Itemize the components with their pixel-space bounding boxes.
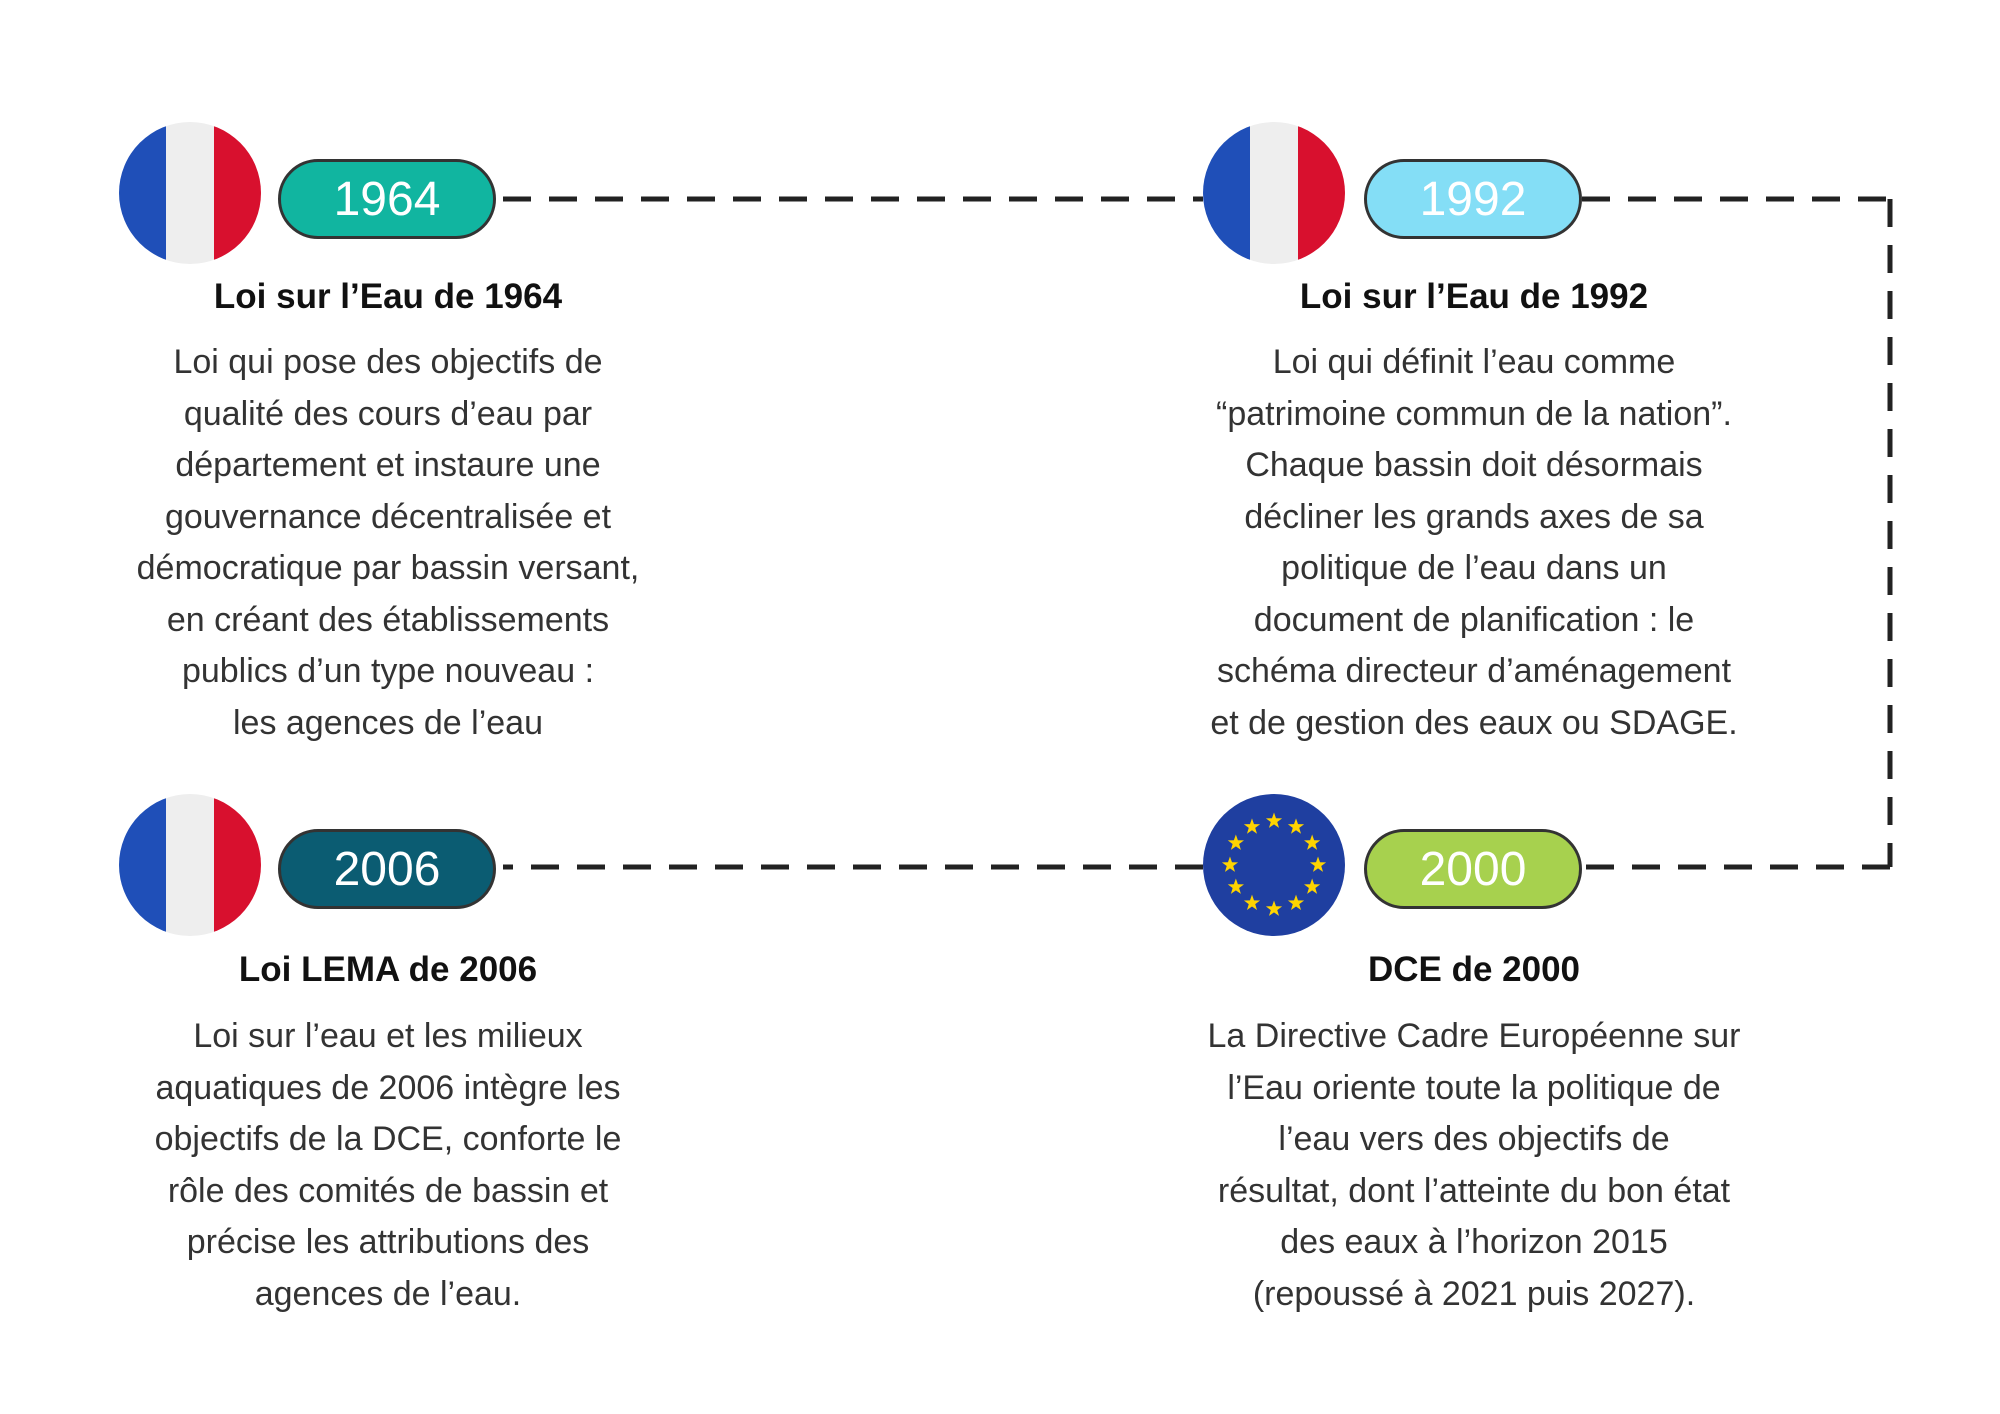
description-line: (repoussé à 2021 puis 2027). — [1252, 1274, 1696, 1313]
milestone-description-2000 — [1154, 1011, 1794, 1320]
eu-star-icon — [1266, 901, 1282, 916]
description-line: en créant des établissements — [166, 600, 610, 639]
year-badge-2006: 2006 — [278, 829, 496, 909]
year-badge-1964: 1964 — [278, 159, 496, 239]
description-line: Loi qui pose des objectifs de — [173, 343, 603, 381]
description-line: rôle des comités de bassin et — [167, 1171, 609, 1210]
eu-star-icon — [1244, 818, 1260, 833]
eu-star-icon — [1304, 878, 1320, 893]
eu-star-icon — [1266, 812, 1282, 827]
milestone-title-1992: Loi sur l’Eau de 1992 — [1299, 277, 1649, 316]
description-line: “patrimoine commun de la nation”. — [1216, 394, 1732, 433]
milestone-title-2000: DCE de 2000 — [1367, 950, 1581, 989]
description-line: et de gestion des eaux ou SDAGE. — [1210, 703, 1738, 742]
flag-band-white — [166, 122, 213, 264]
france-flag-icon — [1203, 122, 1345, 264]
eu-star-icon — [1310, 856, 1326, 871]
description-line: Loi sur l’eau et les milieux — [193, 1017, 583, 1055]
description-line: schéma directeur d’aménagement — [1216, 652, 1732, 690]
milestone-title-2006: Loi LEMA de 2006 — [238, 950, 538, 989]
eu-star-icon — [1244, 895, 1260, 910]
description-line: publics d’un type nouveau : — [181, 652, 595, 690]
description-line: décliner les grands axes de sa — [1244, 497, 1704, 536]
france-flag-icon — [119, 794, 261, 936]
milestone-description-1964 — [68, 337, 708, 749]
milestone-title-1964: Loi sur l’Eau de 1964 — [213, 277, 563, 316]
year-badge-2000: 2000 — [1364, 829, 1582, 909]
milestone-description-2006 — [68, 1011, 708, 1320]
description-line: les agences de l’eau — [232, 703, 543, 742]
description-line: Loi qui définit l’eau comme — [1272, 343, 1676, 381]
description-line: objectifs de la DCE, conforte le — [154, 1120, 622, 1158]
description-line: résultat, dont l’atteinte du bon état — [1217, 1171, 1731, 1210]
description-line: politique de l’eau dans un — [1281, 549, 1667, 587]
eu-star-icon — [1304, 834, 1320, 849]
eu-star-icon — [1228, 878, 1244, 893]
description-line: démocratique par bassin versant, — [136, 549, 640, 587]
year-badge-1992: 1992 — [1364, 159, 1582, 239]
eu-star-icon — [1228, 834, 1244, 849]
description-line: l’Eau oriente toute la politique de — [1227, 1068, 1721, 1107]
eu-star-icon — [1288, 818, 1304, 833]
description-line: document de planification : le — [1253, 600, 1695, 639]
description-line: gouvernance décentralisée et — [164, 497, 612, 536]
description-line: l’eau vers des objectifs de — [1278, 1120, 1670, 1158]
description-line: aquatiques de 2006 intègre les — [155, 1068, 621, 1107]
eu-star-icon — [1222, 856, 1238, 871]
description-line: département et instaure une — [175, 446, 601, 484]
description-line: précise les attributions des — [186, 1223, 590, 1261]
description-line: La Directive Cadre Européenne sur — [1207, 1017, 1741, 1055]
eu-stars-ring — [1203, 794, 1345, 936]
eu-star-icon — [1288, 895, 1304, 910]
flag-band-white — [1250, 122, 1297, 264]
france-flag-icon — [119, 122, 261, 264]
eu-flag-icon — [1203, 794, 1345, 936]
description-line: agences de l’eau. — [254, 1274, 522, 1313]
description-line: Chaque bassin doit désormais — [1245, 446, 1703, 484]
description-line: qualité des cours d’eau par — [183, 394, 593, 433]
description-line: des eaux à l’horizon 2015 — [1280, 1223, 1668, 1261]
flag-band-white — [166, 794, 213, 936]
milestone-description-1992 — [1154, 337, 1794, 749]
